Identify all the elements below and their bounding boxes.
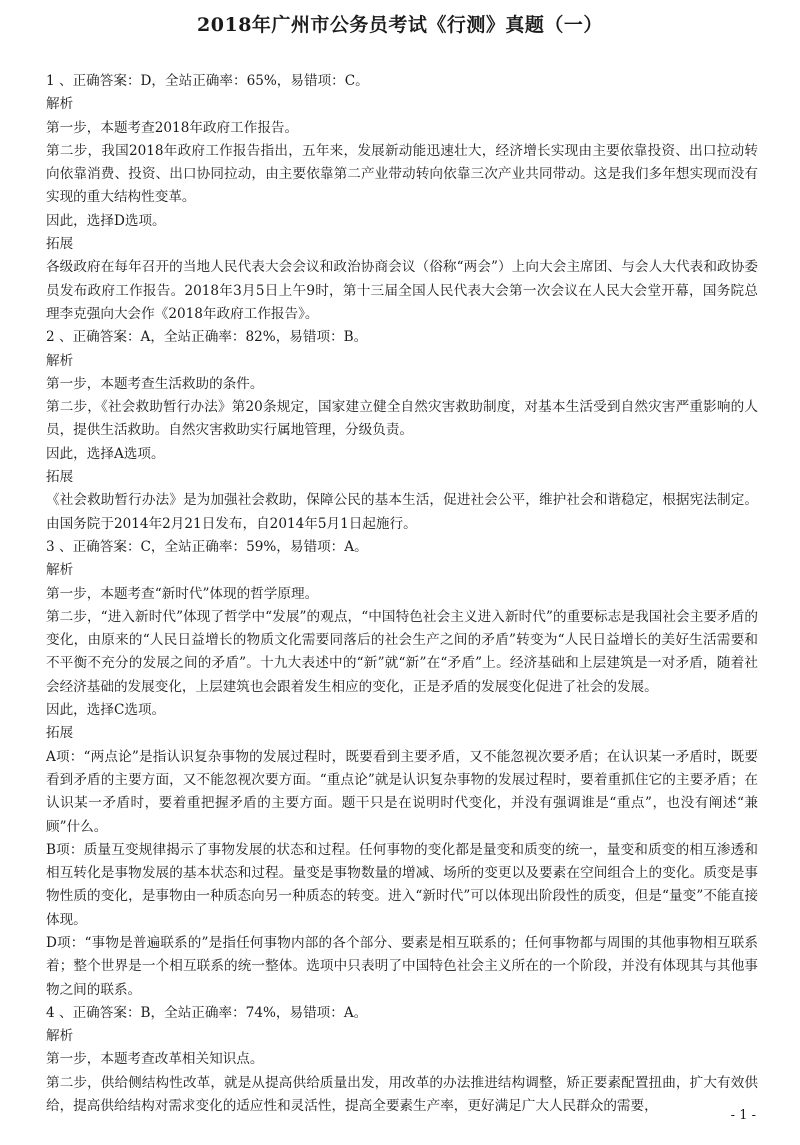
document-body bbox=[46, 70, 758, 1118]
text-line: 第二步，我国2018年政府工作报告指出，五年来，发展新动能迅速壮大，经济增长实现由主要依靠投资、出口拉动转向依靠消费、投资、出口协同拉动，由主要依靠第二产业带动转向依靠三次产业共同带动。这是我们多年想实现而没有实现的重大结构性变革。 bbox=[46, 142, 758, 206]
text-line: B项：质量互变规律揭示了事物发展的状态和过程。任何事物的变化都是量变和质变的统一，量变和质变的相互渗透和相互转化是事物发展的基本状态和过程。量变是事物数量的增减、场所的变更以及要素在空间组合上的变化。质变是事物性质的变化，是事物由一种质态向另一种质态的转变。进入“新时代”可以体现出阶段性的质变，但是“量变”不能直接体现。 bbox=[46, 841, 758, 928]
text-line: 1 、正确答案：D，全站正确率：65%，易错项：C。 bbox=[46, 73, 369, 89]
text-line: 第一步，本题考查“新时代”体现的哲学原理。 bbox=[46, 585, 319, 602]
text-line: 解析 bbox=[46, 1028, 74, 1045]
text-line: 4 、正确答案：B，全站正确率：74%，易错项：A。 bbox=[46, 1004, 368, 1021]
text-line: 拓展 bbox=[46, 725, 74, 742]
text-line: 因此，选择D选项。 bbox=[46, 212, 166, 229]
text-line: 第一步，本题考查2018年政府工作报告。 bbox=[46, 119, 299, 136]
text-line: 因此，选择C选项。 bbox=[46, 702, 166, 719]
text-line: 拓展 bbox=[46, 236, 74, 253]
text-line: 第二步，“进入新时代”体现了哲学中“发展”的观点，“中国特色社会主义进入新时代”的重要标志是我国社会主要矛盾的变化，由原来的“人民日益增长的物质文化需要同落后的社会生产之间的矛盾”转变为“人民日益增长的美好生活需要和不平衡不充分的发展之间的矛盾”。十九大表述中的“新”就“新”在“矛盾”上。经济基础和上层建筑是一对矛盾，随着社会经济基础的发展变化，上层建筑也会跟着发生相应的变化，正是矛盾的发展变化促进了社会的发展。 bbox=[46, 608, 758, 695]
text-line: 2 、正确答案：A，全站正确率：82%，易错项：B。 bbox=[46, 329, 368, 346]
text-line: 解析 bbox=[46, 352, 74, 369]
text-line: 因此，选择A选项。 bbox=[46, 445, 165, 462]
text-line: 《社会救助暂行办法》是为加强社会救助，保障公民的基本生活，促进社会公平，维护社会和谐稳定，根据宪法制定。由国务院于2014年2月21日发布，自2014年5月1日起施行。 bbox=[46, 492, 758, 532]
text-line: 第二步，《社会救助暂行办法》第20条规定，国家建立健全自然灾害救助制度，对基本生活受到自然灾害严重影响的人员，提供生活救助。自然灾害救助实行属地管理，分级负责。 bbox=[46, 399, 758, 439]
text-line: A项：“两点论”是指认识复杂事物的发展过程时，既要看到主要矛盾，又不能忽视次要矛盾；在认识某一矛盾时，既要看到矛盾的主要方面，又不能忽视次要方面。“重点论”就是认识复杂事物的发展过程时，要着重抓住它的主要矛盾；在认识某一矛盾时，要着重把握矛盾的主要方面。题干只是在说明时代变化，并没有强调谁是“重点”，也没有阐述“兼顾”什么。 bbox=[46, 748, 758, 835]
page-title: 2018年广州市公务员考试《行测》真题（一） bbox=[197, 14, 603, 36]
text-line: 解析 bbox=[46, 562, 74, 579]
text-line: 拓展 bbox=[46, 469, 74, 486]
text-line: 3 、正确答案：C，全站正确率：59%，易错项：A。 bbox=[46, 538, 368, 555]
page-number: - 1 - bbox=[730, 1108, 756, 1123]
text-line: 第一步，本题考查改革相关知识点。 bbox=[46, 1051, 264, 1068]
text-line: 第一步，本题考查生活救助的条件。 bbox=[46, 375, 264, 392]
text-line: 各级政府在每年召开的当地人民代表大会会议和政治协商会议（俗称“两会”）上向大会主席团、与会人大代表和政协委员发布政府工作报告。2018年3月5日上午9时，第十三届全国人民代表大会第一次会议在人民大会堂开幕，国务院总理李克强向大会作《2018年政府工作报告》。 bbox=[46, 259, 758, 322]
text-line: 解析 bbox=[46, 96, 74, 113]
text-line: D项：“事物是普遍联系的”是指任何事物内部的各个部分、要素是相互联系的；任何事物都与周围的其他事物相互联系着；整个世界是一个相互联系的统一整体。选项中只表明了中国特色社会主义所在的一个阶段，并没有体现其与其他事物之间的联系。 bbox=[46, 934, 758, 998]
text-line: 第二步，供给侧结构性改革，就是从提高供给质量出发，用改革的办法推进结构调整，矫正要素配置扭曲，扩大有效供给，提高供给结构对需求变化的适应性和灵活性，提高全要素生产率，更好满足广大人民群众的需要， bbox=[46, 1074, 758, 1115]
